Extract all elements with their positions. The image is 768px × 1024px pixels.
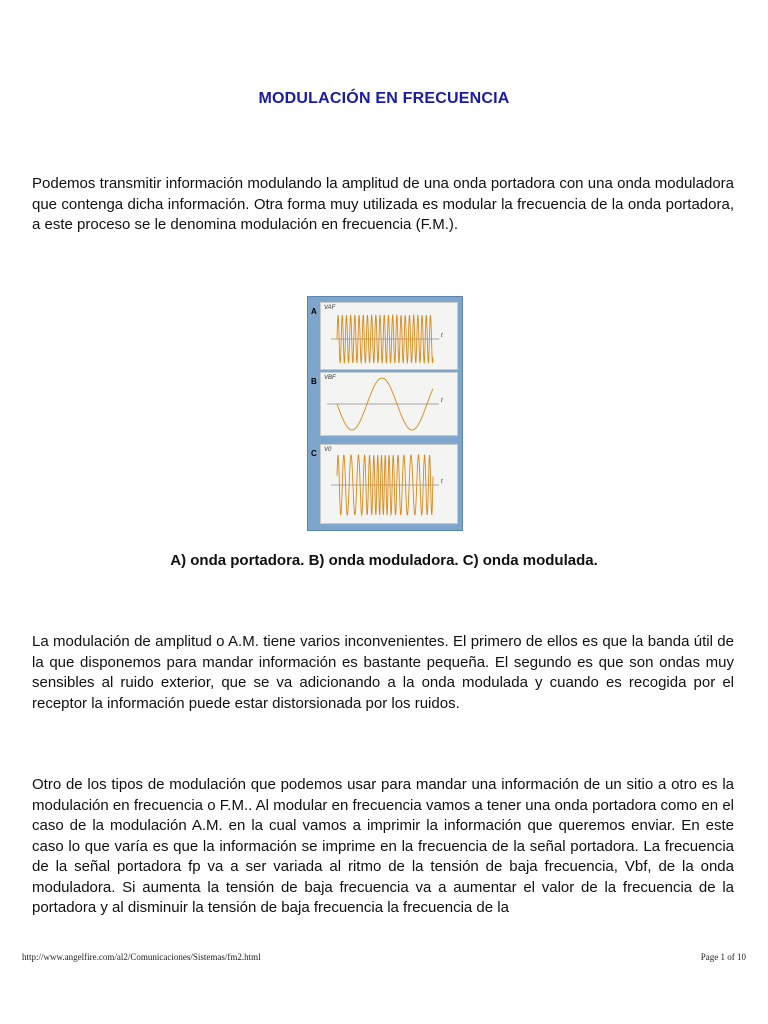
- panel-c-label: C: [311, 449, 317, 458]
- carrier-wave-plot: [321, 303, 457, 369]
- paragraph-am-drawbacks: La modulación de amplitud o A.M. tiene varios inconvenientes. El primero de ellos es que la banda útil de la que disponemos para mandar información es bastante pequeña. El segundo es que son ondas muy sensibles al ruido exterior, que se va adicionando a la onda modulada y cuando es recogida por el receptor la información puede estar distorsionada por los ruidos.: [32, 633, 734, 712]
- panel-c-modulated: [320, 444, 458, 524]
- panel-c-vlabel: V0: [324, 447, 332, 453]
- panel-b-label: B: [311, 377, 317, 386]
- panel-a-label: A: [311, 307, 317, 316]
- panel-b-modulating: [320, 372, 458, 436]
- carrier-wave-line: [337, 315, 433, 363]
- footer-url: http://www.angelfire.com/al2/Comunicaciones/Sistemas/fm2.html: [22, 952, 261, 962]
- panel-a-carrier: [320, 302, 458, 370]
- modulating-wave-plot: [321, 373, 457, 435]
- figure-caption: A) onda portadora. B) onda moduladora. C) onda modulada.: [170, 552, 598, 569]
- modulated-wave-plot: [321, 445, 457, 523]
- paragraph-intro: Podemos transmitir información modulando la amplitud de una onda portadora con una onda moduladora que contenga dicha información. Otra forma muy utilizada es modular la frecuencia de la onda portadora, a este proceso se le denomina modulación en frecuencia (F.M.).: [32, 175, 734, 233]
- paragraph-fm-description: Otro de los tipos de modulación que podemos usar para mandar una información de un sitio a otro es la modulación en frecuencia o F.M.. Al modular en frecuencia vamos a tener una onda portadora como en el caso de la modulación A.M. en la cual vamos a imprimir la información que queremos enviar. En este caso lo que varía es que la información se imprime en la frecuencia de la señal portadora. La frecuencia de la señal portadora fp va a ser variada al ritmo de la tensión de baja frecuencia, Vbf, de la onda moduladora. Si aumenta la tensión de baja frecuencia va a aumentar el valor de la frecuencia de la portadora y al disminuir la tensión de baja frecuencia la frecuencia de la: [32, 776, 734, 916]
- modulated-t-label: t: [441, 479, 443, 485]
- panel-a-vlabel: VAF: [324, 305, 336, 311]
- modulating-t-label: t: [441, 398, 443, 404]
- page-title: MODULACIÓN EN FRECUENCIA: [258, 90, 510, 107]
- carrier-t-label: t: [441, 333, 443, 339]
- footer-page-number: Page 1 of 10: [700, 952, 746, 962]
- panel-b-vlabel: VBF: [324, 375, 336, 381]
- fm-waveforms-figure: [307, 296, 463, 531]
